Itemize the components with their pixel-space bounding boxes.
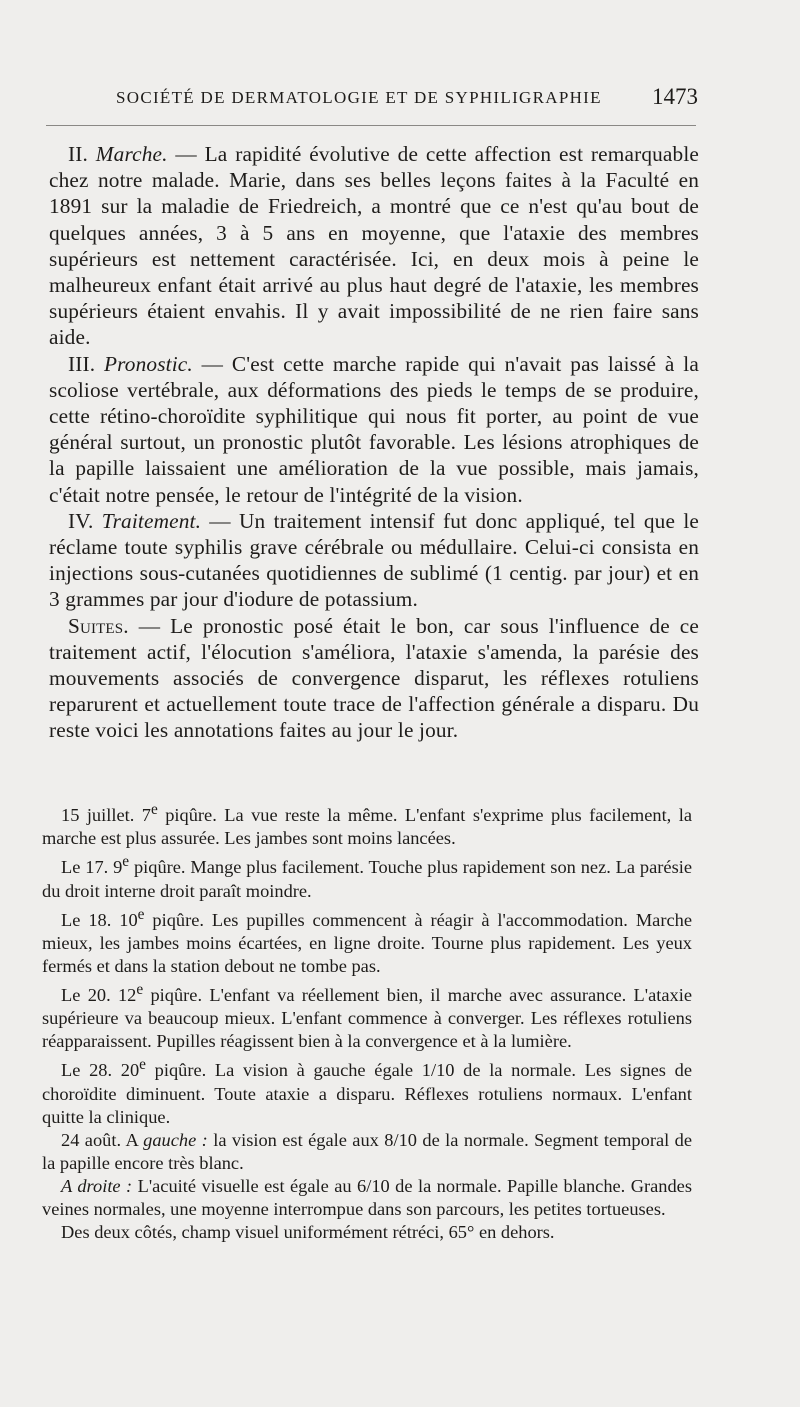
section-title: Marche. <box>95 142 168 166</box>
note-text: piqûre. Mange plus facilement. Touche plus rapidement son nez. La parésie du droit interne droit paraît moindre. <box>42 857 692 901</box>
note-text: piqûre. La vision à gauche égale 1/10 de la normale. Les signes de choroïdite diminuent. Toute ataxie a disparu. Réflexes rotuliens normaux. L'enfant quitte la clinique. <box>42 1060 692 1127</box>
note-sup: e <box>150 801 158 818</box>
note-entry <box>42 798 692 850</box>
note-sup: e <box>139 1056 146 1074</box>
note-entry <box>42 903 692 978</box>
main-text <box>49 141 699 744</box>
note-entry <box>42 1221 692 1244</box>
note-date: Le 17. 9 <box>61 857 123 878</box>
note-italic: A droite : <box>61 1176 133 1197</box>
note-sup: e <box>122 853 130 871</box>
section-label: II. <box>68 142 88 166</box>
header-rule <box>46 125 696 126</box>
section-body: — Un traitement intensif fut donc appliqué, tel que le réclame toute syphilis grave cérébrale ou médullaire. Celui-ci consista en injections sous-cutanées quotidiennes de sublimé (1 centig. par jour) et en 3 grammes par jour d'iodure de potassium. <box>49 508 699 612</box>
note-entry <box>42 1129 692 1175</box>
section-marche <box>49 141 699 351</box>
section-body: — C'est cette marche rapide qui n'avait pas laissé à la scoliose vertébrale, aux déformations des pieds le temps de se produire, cette rétino-choroïdite syphilitique qui nous fit porter, au point de vue général surtout, un pronostic plutôt favorable. Les lésions atrophiques de la papille laissaient une amélioration de la vue possible, mais jamais, c'était notre pensée, le retour de l'intégrité de la vision. <box>49 351 699 507</box>
note-entry <box>42 1175 692 1221</box>
page-number: 1473 <box>652 84 698 109</box>
page-header <box>50 84 698 114</box>
note-date: 15 juillet. 7 <box>61 805 151 826</box>
section-title: Traitement. <box>101 508 202 533</box>
note-date: Le 18. 10 <box>61 909 138 930</box>
note-entry <box>42 850 692 902</box>
note-text: piqûre. Les pupilles commencent à réagir à l'accommodation. Marche mieux, les jambes moins écartées, en ligne droite. Tourne plus rapidement. Les yeux fermés et dans la station debout ne tombe pas. <box>42 909 692 976</box>
running-title: SOCIÉTÉ DE DERMATOLOGIE ET DE SYPHILIGRAPHIE <box>116 88 602 107</box>
note-text: piqûre. La vue reste la même. L'enfant s'exprime plus facilement, la marche est plus assurée. Les jambes sont moins lancées. <box>42 805 692 849</box>
note-text: la vision est égale aux 8/10 de la normale. Segment temporal de la papille encore très blanc. <box>42 1129 692 1173</box>
section-pronostic <box>49 351 699 508</box>
section-title: Pronostic. <box>104 351 193 376</box>
section-body: — La rapidité évolutive de cette affection est remarquable chez notre malade. Marie, dans ses belles leçons faites à la Faculté en 1891 sur la maladie de Friedreich, a montré que ce n'est qu'au bout de quelques années, 3 à 5 ans en moyenne, que l'ataxie des membres supérieurs est nettement caractérisée. Ici, en deux mois à peine le malheureux enfant était arrivé au plus haut degré de l'ataxie, les membres supérieurs étaient envahis. Il y avait impossibilité de ne rien faire sans aide. <box>49 142 700 350</box>
section-suites <box>49 613 699 744</box>
section-traitement <box>49 508 699 613</box>
note-text: piqûre. L'enfant va réellement bien, il marche avec assurance. L'ataxie supérieure va beaucoup mieux. L'enfant commence à converger. Les réflexes rotuliens réapparaissent. Pupilles réagissent bien à la convergence et à la lumière. <box>42 985 692 1052</box>
note-date: Le 28. 20 <box>61 1060 140 1081</box>
note-italic: gauche : <box>143 1129 208 1150</box>
note-entry <box>42 978 692 1053</box>
note-entry <box>42 1053 692 1128</box>
section-title: Suites. <box>68 613 129 638</box>
note-date: Le 20. 12 <box>61 985 137 1006</box>
note-date: 24 août. A <box>61 1129 144 1150</box>
note-sup: e <box>137 905 145 923</box>
note-text: Des deux côtés, champ visuel uniformément rétréci, 65° en dehors. <box>61 1222 555 1243</box>
daily-notes <box>42 798 692 1244</box>
note-sup: e <box>136 981 144 999</box>
section-body: — Le pronostic posé était le bon, car sous l'influence de ce traitement actif, l'élocution s'améliora, l'ataxie s'amenda, la parésie des mouvements associés de convergence disparut, les réflexes rotuliens reparurent et actuellement toute trace de l'affection générale a disparu. Du reste voici les annotations faites au jour le jour. <box>49 613 699 743</box>
note-text: L'acuité visuelle est égale au 6/10 de la normale. Papille blanche. Grandes veines normales, une moyenne interrompue dans son parcours, les petites tortueuses. <box>42 1176 692 1220</box>
section-label: IV. <box>68 508 94 533</box>
section-label: III. <box>68 351 96 376</box>
